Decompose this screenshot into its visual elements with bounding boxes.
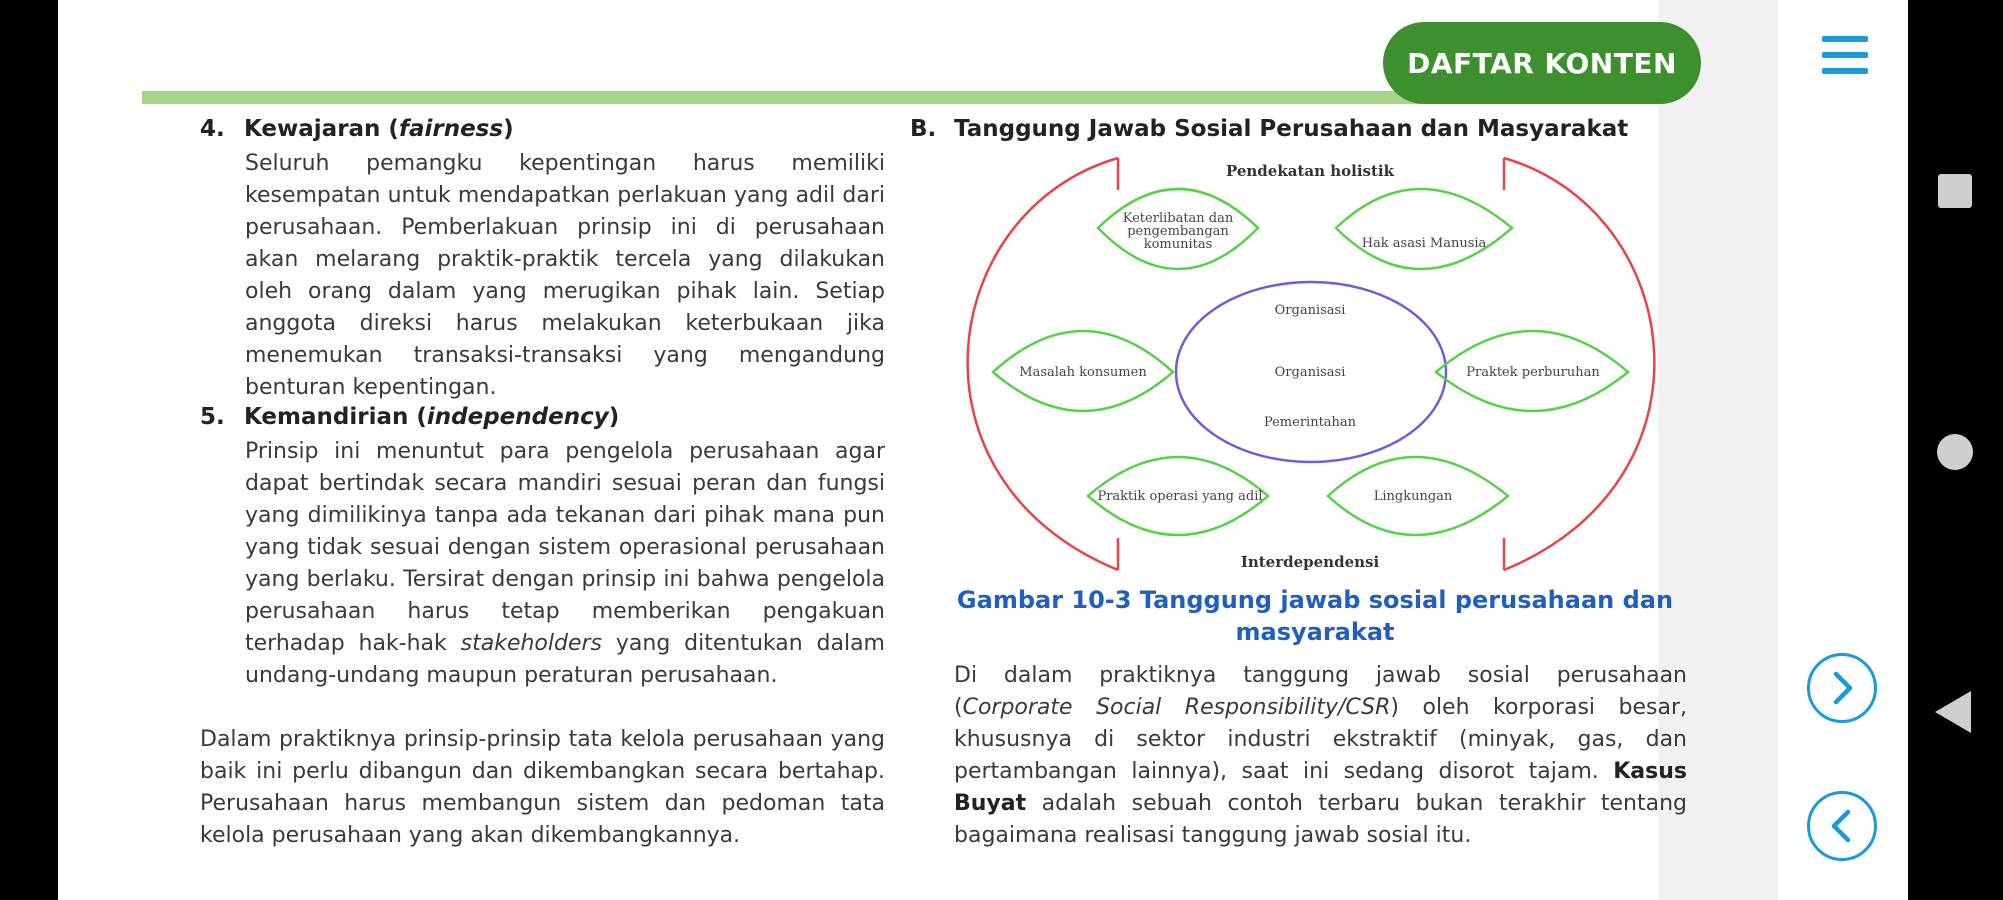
item-4-title-end: ) bbox=[503, 116, 514, 142]
side-panel bbox=[1778, 0, 1908, 900]
item-5-body bbox=[245, 436, 885, 724]
section-b-heading bbox=[910, 116, 1628, 142]
csr-paragraph-text-3: adalah sebuah contoh terbaru bukan terakhir tentang bagaimana realisasi tanggung jawab sosial itu. bbox=[954, 791, 1687, 848]
label-left-top-wrap bbox=[1108, 212, 1248, 270]
label-left-top: Keterlibatan dan pengembangan komunitas bbox=[1122, 212, 1234, 252]
item-4-heading bbox=[200, 116, 514, 142]
csr-paragraph bbox=[954, 660, 1687, 852]
item-4-body: Seluruh pemangku kepentingan harus memiliki kesempatan untuk mendapatkan perlakuan yang adil dari perusahaan. Pemberlakuan prinsip ini di perusahaan akan melarang praktik-praktik tercela yang dilakukan oleh orang dalam yang merugikan pihak lain. Setiap anggota direksi harus melakukan keterbukaan jika menemukan transaksi-transaksi yang mengandung benturan kepentingan. bbox=[245, 151, 885, 400]
item-4-title-italic: fairness bbox=[398, 116, 504, 142]
section-b-title: Tanggung Jawab Sosial Perusahaan dan Masyarakat bbox=[954, 116, 1629, 142]
diagram-bottom-label: Interdependensi bbox=[1240, 553, 1380, 571]
item-5-heading bbox=[200, 404, 619, 430]
item-4-title: Kewajaran ( bbox=[244, 116, 399, 142]
recents-square-icon[interactable] bbox=[1938, 174, 1972, 208]
item-5-title: Kemandirian ( bbox=[244, 404, 427, 430]
label-left-bottom: Praktik operasi yang adil bbox=[1097, 489, 1263, 504]
previous-page-button[interactable] bbox=[1807, 791, 1877, 861]
csr-paragraph-bold: Kasus Buyat bbox=[954, 759, 1687, 816]
left-bracket bbox=[968, 158, 1118, 570]
label-right-top: Hak asasi Manusia bbox=[1361, 236, 1487, 251]
label-right-mid: Praktek perburuhan bbox=[1466, 365, 1600, 380]
right-bracket bbox=[1504, 158, 1654, 570]
csr-diagram bbox=[918, 150, 1704, 580]
item-5-body-italic: stakeholders bbox=[460, 631, 603, 656]
diagram-top-label: Pendekatan holistik bbox=[1225, 162, 1395, 180]
csr-paragraph-text-2: ) oleh korporasi besar, khususnya di sektor industri ekstraktif (minyak, gas, dan pertambangan lainnya), saat ini sedang disorot tajam. bbox=[954, 695, 1687, 784]
item-5-body-text-end: yang ditentukan dalam undang-undang maupun peraturan perusahaan. bbox=[245, 631, 885, 688]
label-left-mid: Masalah konsumen bbox=[1019, 365, 1147, 380]
next-page-button[interactable] bbox=[1807, 653, 1877, 723]
hamburger-icon[interactable] bbox=[1822, 36, 1868, 74]
label-center-bottom: Pemerintahan bbox=[1263, 415, 1357, 430]
home-circle-icon[interactable] bbox=[1937, 434, 1973, 470]
back-triangle-icon[interactable] bbox=[1935, 691, 1971, 733]
item-5-title-end: ) bbox=[608, 404, 620, 430]
header-divider-bar bbox=[142, 91, 1432, 104]
section-b-letter: B. bbox=[910, 116, 937, 142]
item-5-title-italic: independency bbox=[426, 404, 609, 430]
chevron-left-icon bbox=[1810, 794, 1874, 858]
csr-paragraph-text: Di dalam praktiknya tanggung jawab sosial perusahaan ( bbox=[954, 663, 1687, 720]
label-center-mid: Organisasi bbox=[1274, 365, 1346, 380]
figure-caption: Gambar 10-3 Tanggung jawab sosial perusahaan dan masyarakat bbox=[956, 586, 1674, 646]
csr-paragraph-italic: Corporate Social Responsibility/CSR bbox=[962, 695, 1391, 720]
item-5-number: 5. bbox=[200, 404, 225, 430]
label-center-top: Organisasi bbox=[1274, 303, 1346, 318]
leaf-top-right bbox=[1336, 189, 1512, 269]
label-right-bottom: Lingkungan bbox=[1373, 489, 1453, 504]
item-4-number: 4. bbox=[200, 116, 225, 142]
closing-paragraph: Dalam praktiknya prinsip-prinsip tata kelola perusahaan yang baik ini perlu dibangun dan dikembangkan secara bertahap. Perusahaan harus membangun sistem dan pedoman tata kelola perusahaan yang akan dikembangkannya. bbox=[200, 727, 885, 848]
item-5-body-text: Prinsip ini menuntut para pengelola perusahaan agar dapat bertindak secara mandiri sesuai peran dan fungsi yang dimilikinya tanpa ada tekanan dari pihak mana pun yang tidak sesuai dengan sistem operasional perusahaan yang berlaku. Tersirat dengan prinsip ini bahwa pengelola perusahaan harus tetap memberikan pengakuan terhadap hak-hak bbox=[245, 439, 885, 656]
chevron-right-icon bbox=[1810, 656, 1874, 720]
daftar-konten-button[interactable]: DAFTAR KONTEN bbox=[1383, 22, 1701, 104]
